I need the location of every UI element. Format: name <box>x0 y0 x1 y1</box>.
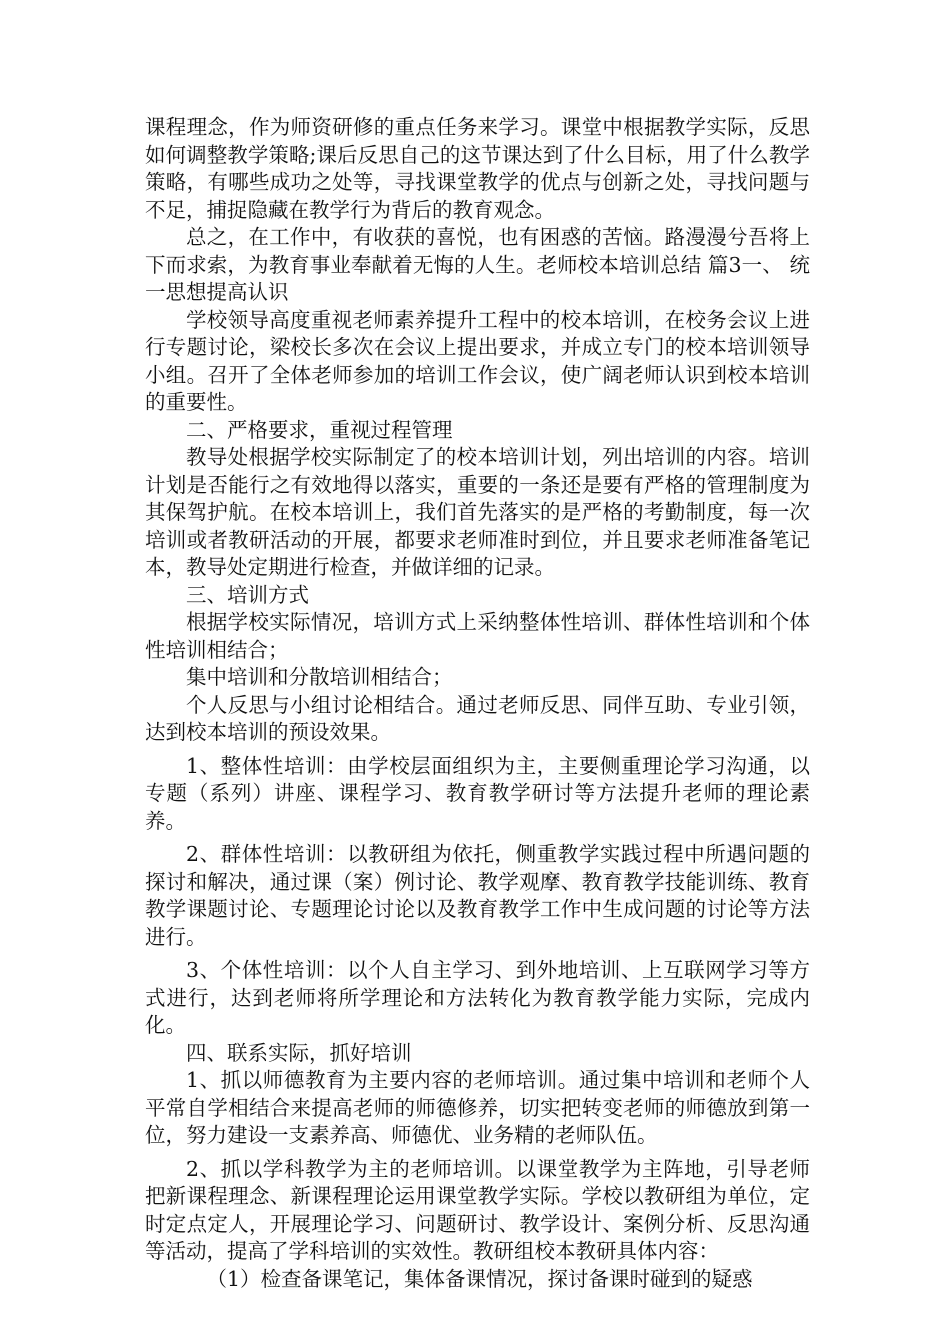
paragraph-7: 根据学校实际情况，培训方式上采纳整体性培训、群体性培训和个体性培训相结合； <box>145 610 810 662</box>
paragraph-9: 个人反思与小组讨论相结合。通过老师反思、同伴互助、专业引领，达到校本培训的预设效果。 <box>145 692 810 744</box>
paragraph-3: 学校领导高度重视老师素养提升工程中的校本培训，在校务会议上进行专题讨论，梁校长多次在会议上提出要求，并成立专门的校本培训领导小组。召开了全体老师参加的培训工作会议，使广阔老师认识到校本培训的重要性。 <box>145 307 810 414</box>
section-heading-4: 四、联系实际，抓好培训 <box>186 1040 412 1065</box>
paragraph-11: 2、群体性培训：以教研组为依托，侧重教学实践过程中所遇问题的探讨和解决，通过课（案）例讨论、教学观摩、教育教学技能训练、教育教学课题讨论、专题理论讨论以及教育教学工作中生成问题的讨论等方法进行。 <box>145 842 810 949</box>
section-heading-3: 三、培训方式 <box>186 582 309 607</box>
paragraph-8: 集中培训和分散培训相结合； <box>186 665 453 689</box>
paragraph-5: 教导处根据学校实际制定了的校本培训计划，列出培训的内容。培训计划是否能行之有效地得以落实，重要的一条还是要有严格的管理制度为其保驾护航。在校本培训上，我们首先落实的是严格的考勤制度，每一次培训或者教研活动的开展，都要求老师准时到位，并且要求老师准备笔记本，教导处定期进行检查，并做详细的记录。 <box>145 445 810 579</box>
document-body <box>145 114 810 1293</box>
paragraph-10: 1、整体性培训：由学校层面组织为主，主要侧重理论学习沟通，以专题（系列）讲座、课程学习、教育教学研讨等方法提升老师的理论素养。 <box>145 753 810 833</box>
paragraph-14: 1、抓以师德教育为主要内容的老师培训。通过集中培训和老师个人平常自学相结合来提高老师的师德修养，切实把转变老师的师德放到第一位，努力建设一支素养高、师德优、业务精的老师队伍。 <box>145 1068 810 1147</box>
paragraph-15: 2、抓以学科教学为主的老师培训。以课堂教学为主阵地，引导老师把新课程理念、新课程理论运用课堂教学实际。学校以教研组为单位，定时定点定人，开展理论学习、问题研讨、教学设计、案例分析、反思沟通等活动，提高了学科培训的实效性。教研组校本教研具体内容： <box>145 1156 810 1263</box>
paragraph-12: 3、个体性培训：以个人自主学习、到外地培训、上互联网学习等方式进行，达到老师将所学理论和方法转化为教育教学能力实际，完成内化。 <box>145 958 810 1037</box>
paragraph-1: 课程理念，作为师资研修的重点任务来学习。课堂中根据教学实际，反思如何调整教学策略;课后反思自己的这节课达到了什么目标，用了什么教学策略，有哪些成功之处等，寻找课堂教学的优点与创新之处，寻找问题与不足，捕捉隐藏在教学行为背后的教育观念。 <box>145 115 810 222</box>
paragraph-2: 总之，在工作中，有收获的喜悦，也有困惑的苦恼。路漫漫兮吾将上下而求索，为教育事业奉献着无悔的人生。老师校本培训总结 篇3一、 统一思想提高认识 <box>145 225 810 304</box>
section-heading-2: 二、严格要求，重视过程管理 <box>186 417 453 442</box>
paragraph-16: （1）检查备课笔记，集体备课情况，探讨备课时碰到的疑惑 <box>206 1266 753 1291</box>
